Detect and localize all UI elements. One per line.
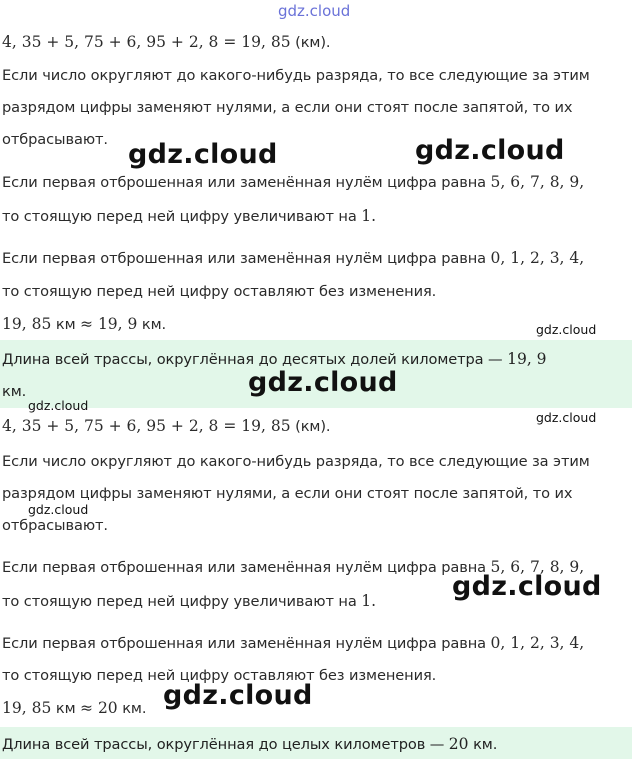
rule-line-2b: разрядом цифры заменяют нулями, а если они стоят после запятой, то их [2,485,573,502]
rule-line-2c: отбрасывают. [2,517,108,534]
watermark-top: gdz.cloud [278,2,351,20]
round-up-line-2: Если первая отброшенная или заменённая нулём цифра равна 5, 6, 7, 8, 9, [2,558,585,576]
watermark: gdz.cloud [28,502,89,517]
watermark: gdz.cloud [452,571,602,602]
sum-line-2: 4, 35 + 5, 75 + 6, 95 + 2, 8 = 19, 85 (км). [2,417,331,435]
keep-line-1: Если первая отброшенная или заменённая нулём цифра равна 0, 1, 2, 3, 4, [2,249,585,267]
keep-line-2: Если первая отброшенная или заменённая нулём цифра равна 0, 1, 2, 3, 4, [2,634,585,652]
watermark: gdz.cloud [248,367,398,398]
rule-line-1b: разрядом цифры заменяют нулями, а если они стоят после запятой, то их [2,99,573,116]
approx-line-1: 19, 85 км ≈ 19, 9 км. [2,315,167,333]
watermark: gdz.cloud [415,135,565,166]
watermark: gdz.cloud [536,322,597,337]
watermark: gdz.cloud [128,139,278,170]
round-up-line-2b: то стоящую перед ней цифру увеличивают на 1. [2,592,377,610]
approx-line-2: 19, 85 км ≈ 20 км. [2,699,147,717]
watermark: gdz.cloud [163,680,313,711]
rule-line-2a: Если число округляют до какого-нибудь разряда, то все следующие за этим [2,453,590,470]
round-up-line-1: Если первая отброшенная или заменённая нулём цифра равна 5, 6, 7, 8, 9, [2,173,585,191]
sum-line-1: 4, 35 + 5, 75 + 6, 95 + 2, 8 = 19, 85 (км). [2,33,331,51]
rule-line-1a: Если число округляют до какого-нибудь разряда, то все следующие за этим [2,67,590,84]
watermark: gdz.cloud [536,410,597,425]
rule-line-1c: отбрасывают. [2,131,108,148]
answer-2-line: Длина всей трассы, округлённая до целых километров — 20 км. [2,735,498,753]
answer-1-line-b: км. [2,383,27,400]
keep-line-2b: то стоящую перед ней цифру оставляют без изменения. [2,667,437,684]
keep-line-1b: то стоящую перед ней цифру оставляют без изменения. [2,283,437,300]
round-up-line-1b: то стоящую перед ней цифру увеличивают на 1. [2,207,377,225]
watermark: gdz.cloud [28,398,89,413]
answer-1-line-a: Длина всей трассы, округлённая до десятых долей километра — 19, 9 [2,350,547,368]
